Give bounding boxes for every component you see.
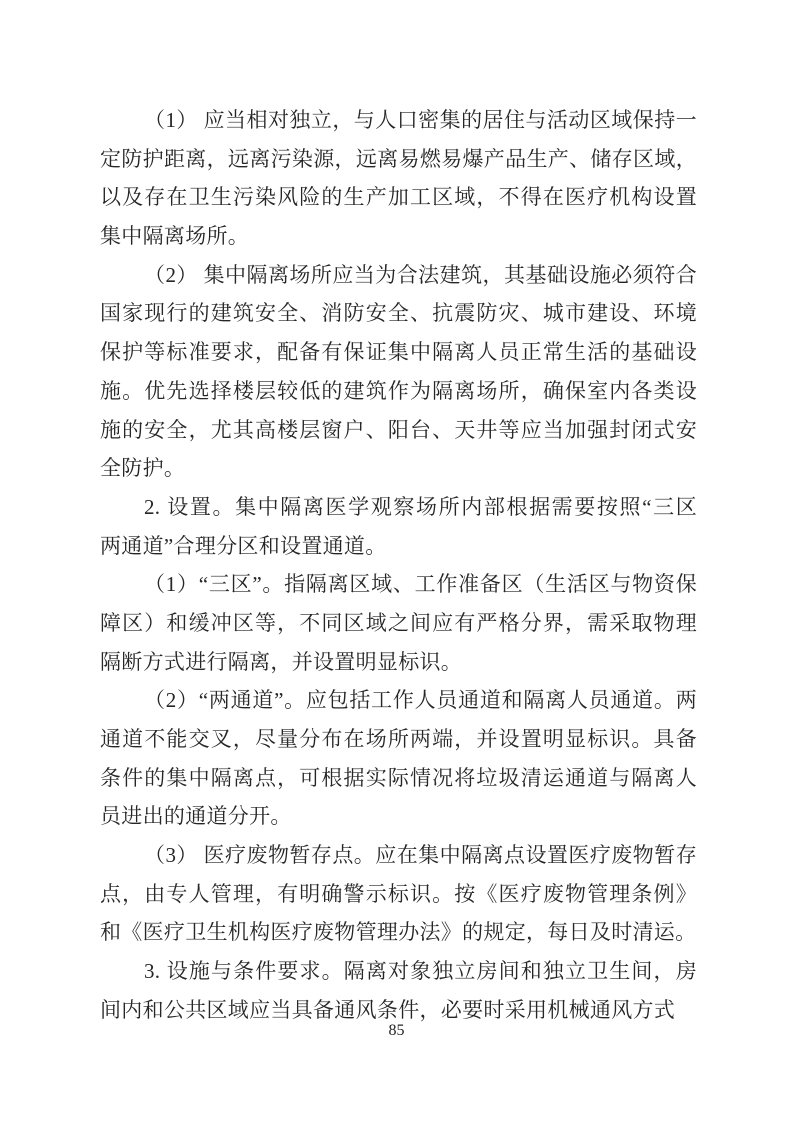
paragraph [100, 565, 697, 681]
text-line: （2）“两通道”。应包括工作人员通道和隔离人员通道。两 [144, 688, 697, 713]
text-line: 间内和公共区域应当具备通风条件，必要时采用机械通风方式 [100, 997, 676, 1022]
paragraph [100, 488, 697, 565]
text-line: 3. 设施与条件要求。隔离对象独立房间和独立卫生间，房 [144, 959, 697, 984]
paragraph [100, 952, 697, 1029]
text-line: （2） 集中隔离场所应当为合法建筑，其基础设施必须符合 [144, 262, 697, 287]
text-line: 点，由专人管理，有明确警示标识。按《医疗废物管理条例》 [100, 881, 697, 906]
text-line: 员进出的通道分开。 [100, 804, 292, 829]
text-line: 通道不能交叉，尽量分布在场所两端，并设置明显标识。具备 [100, 727, 697, 751]
text-line: 障区）和缓冲区等，不同区域之间应有严格分界，需采取物理 [100, 610, 697, 635]
paragraph [100, 836, 697, 952]
text-line: 保护等标准要求，配备有保证集中隔离人员正常生活的基础设 [100, 340, 697, 365]
text-line: 和《医疗卫生机构医疗废物管理办法》的规定，每日及时清运。 [100, 920, 697, 945]
text-line: （1）“三区”。指隔离区域、工作准备区（生活区与物资保 [144, 572, 697, 597]
text-line: 集中隔离场所。 [100, 224, 250, 249]
text-line: 隔断方式进行隔离，并设置明显标识。 [100, 649, 463, 674]
text-line: 以及存在卫生污染风险的生产加工区域，不得在医疗机构设置 [100, 185, 697, 210]
text-line: 国家现行的建筑安全、消防安全、抗震防灾、城市建设、环境 [100, 301, 697, 326]
page-number: 85 [388, 1022, 405, 1039]
text-line: 定防护距离，远离污染源，远离易燃易爆产品生产、储存区域， [100, 146, 697, 171]
paragraph [100, 101, 697, 256]
text-line: 两通道”合理分区和设置通道。 [100, 533, 387, 558]
text-line: 施的安全，尤其高楼层窗户、阳台、天井等应当加强封闭式安 [100, 417, 697, 442]
paragraph [100, 681, 697, 836]
text-line: 2. 设置。集中隔离医学观察场所内部根据需要按照“三区 [144, 494, 697, 519]
text-block [100, 101, 697, 1030]
text-line: 全防护。 [100, 456, 186, 481]
text-line: （1） 应当相对独立，与人口密集的居住与活动区域保持一 [144, 108, 697, 132]
text-line: 施。优先选择楼层较低的建筑作为隔离场所，确保室内各类设 [100, 378, 697, 403]
text-line: 条件的集中隔离点，可根据实际情况将垃圾清运通道与隔离人 [100, 765, 697, 790]
paragraph [100, 256, 697, 488]
text-line: （3） 医疗废物暂存点。应在集中隔离点设置医疗废物暂存 [144, 843, 697, 868]
